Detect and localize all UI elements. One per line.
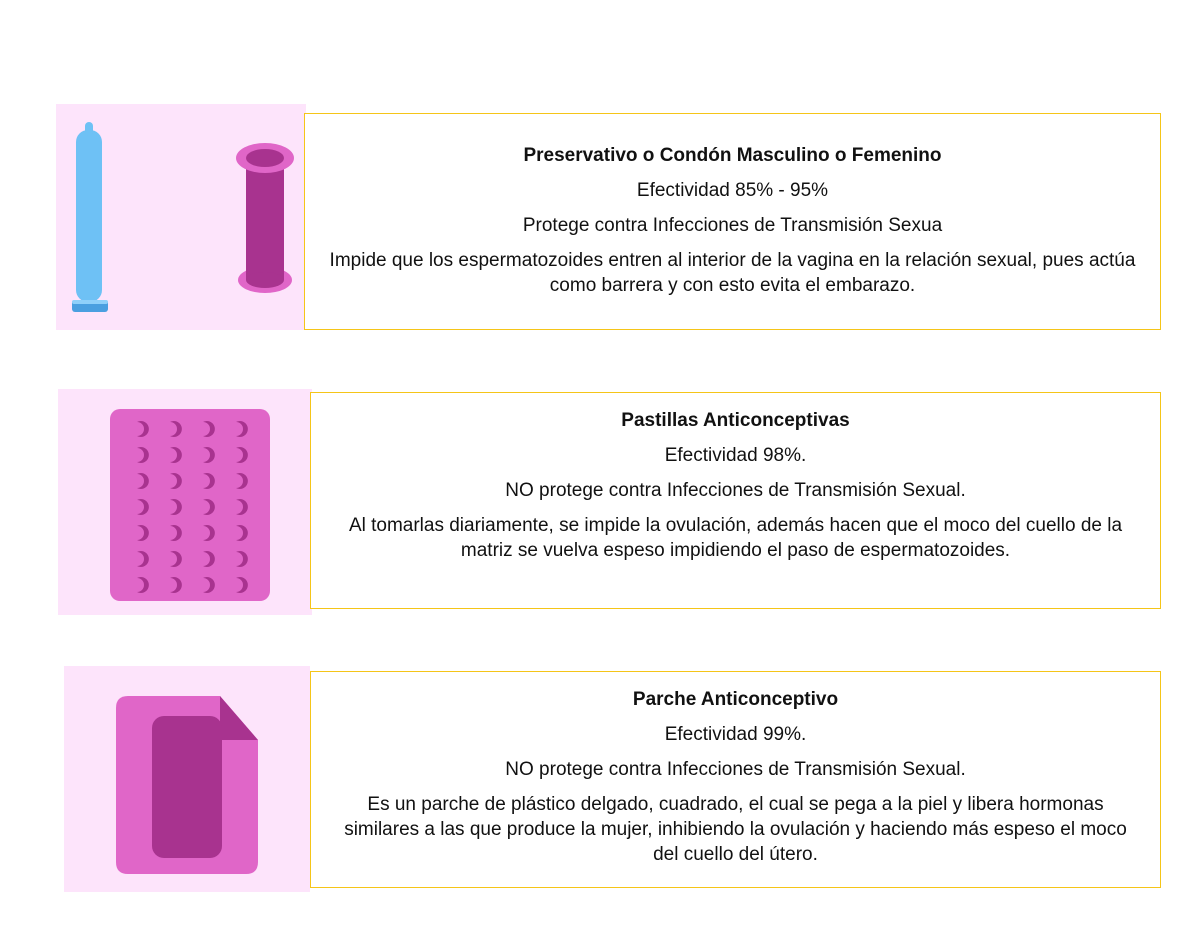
patch-text-box [310,671,1161,888]
patch-image-panel [64,666,310,892]
method-effectiveness: Efectividad 99%. [664,724,807,745]
method-protection: Protege contra Infecciones de Transmisión Sexua [522,215,943,236]
method-effectiveness: Efectividad 98%. [664,445,807,466]
pill-pack-icon [58,389,312,615]
condom-text-box [304,113,1161,330]
method-title: Preservativo o Condón Masculino o Femenino [523,145,942,166]
female-condom-icon [236,143,294,293]
method-title: Pastillas Anticonceptivas [621,410,850,431]
contraceptive-patch-icon [64,666,310,892]
pills-image-panel [58,389,312,615]
condom-image-panel [56,104,306,330]
method-protection: NO protege contra Infecciones de Transmisión Sexual. [505,480,966,501]
method-description: Es un parche de plástico delgado, cuadrado, el cual se pega a la piel y libera hormonas similares a las que produce la mujer, inhibiendo la ovulación y haciendo más espeso el moco del cuello del útero. [344,794,1127,865]
method-description: Al tomarlas diariamente, se impide la ovulación, además hacen que el moco del cuello de la matriz se vuelva espeso impidiendo el paso de espermatozoides. [348,515,1123,561]
method-description: Impide que los espermatozoides entren al interior de la vagina en la relación sexual, pues actúa como barrera y con esto evita el embarazo. [329,250,1136,296]
pills-text-box [310,392,1161,609]
condom-illustration [56,104,306,330]
method-protection: NO protege contra Infecciones de Transmisión Sexual. [505,759,966,780]
method-title: Parche Anticonceptivo [632,689,839,710]
method-effectiveness: Efectividad 85% - 95% [636,180,829,201]
male-condom-icon [72,122,108,312]
